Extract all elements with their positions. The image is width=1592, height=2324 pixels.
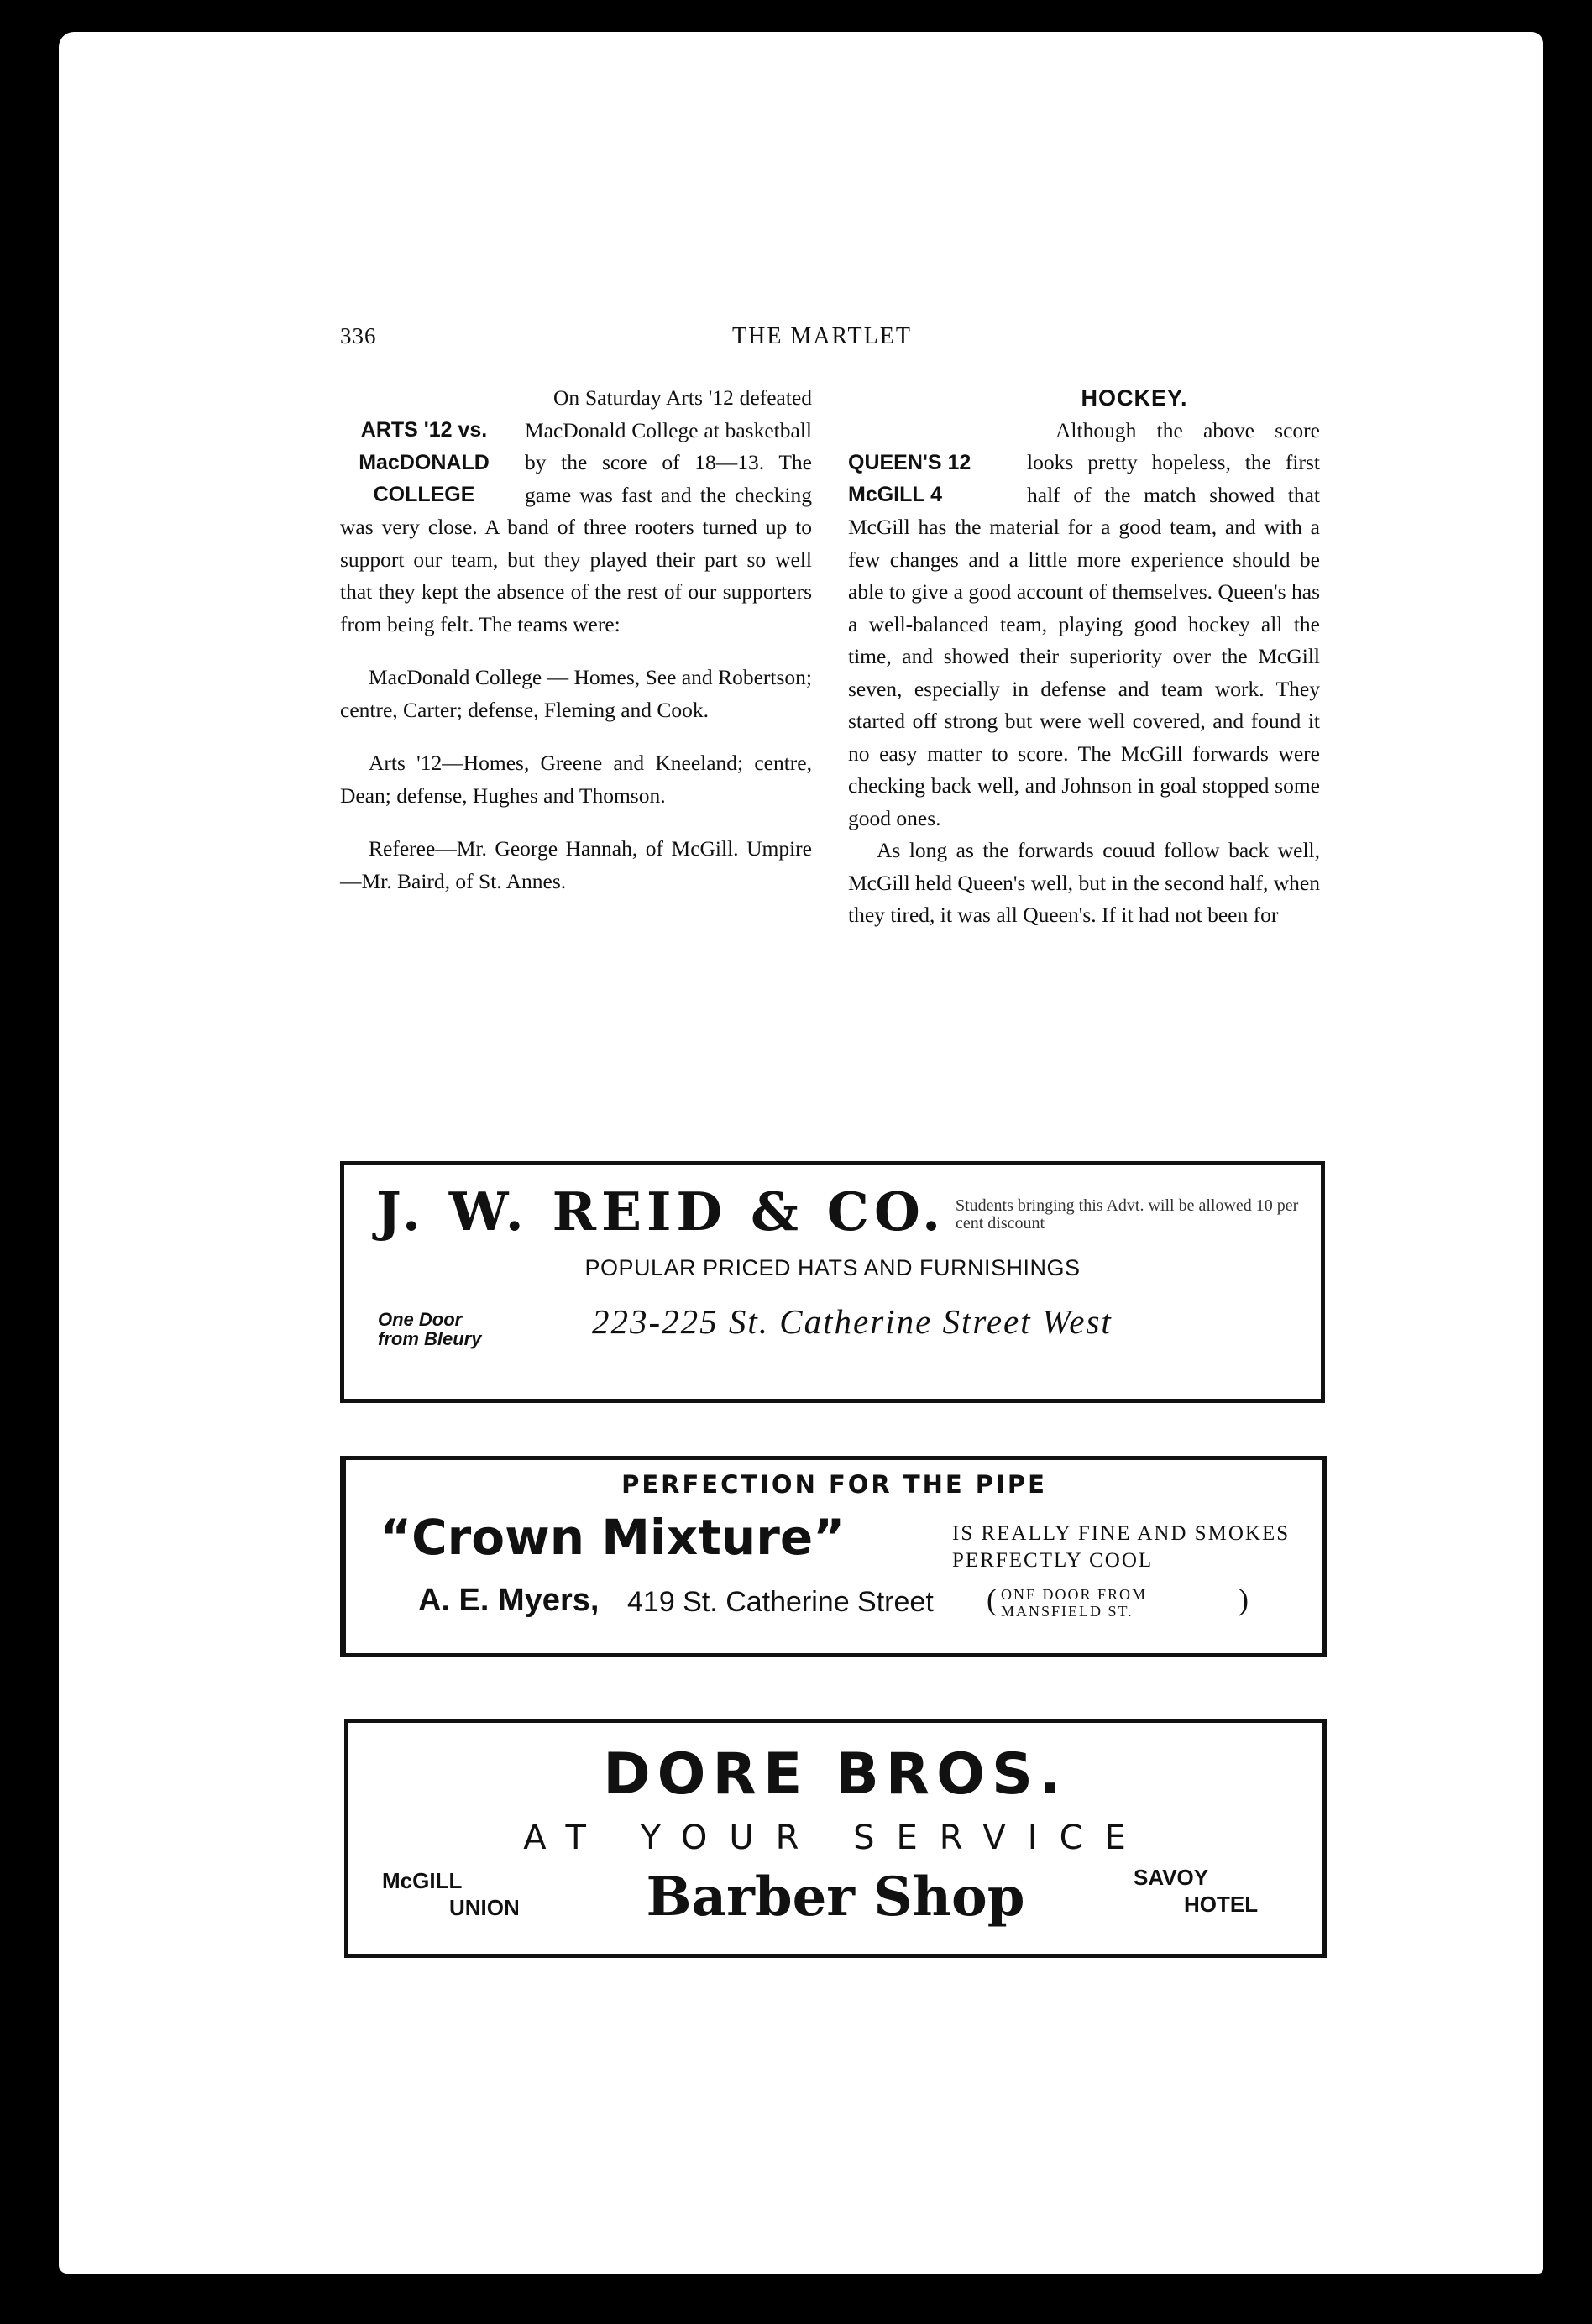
crown-description: IS REALLY FINE AND SMOKES PERFECTLY COOL bbox=[952, 1522, 1291, 1572]
open-paren: ( bbox=[987, 1583, 997, 1616]
article-paragraph: MacDonald College — Homes, See and Robertson; centre, Carter; defense, Fleming and Cook. bbox=[340, 665, 812, 722]
article-paragraph: Referee—Mr. George Hannah, of McGill. Umpire—Mr. Baird, of St. Annes. bbox=[340, 836, 812, 893]
article-paragraph: On Saturday Arts '12 defeated MacDonald College at basketball by the score of 18—13. The game was fast and the checking was very close. A band of three rooters turned up to support our team, but they played their part so well that they kept the absence of the rest of our supporters from being felt. The teams were: bbox=[340, 385, 812, 636]
hockey-title: HOCKEY. bbox=[1081, 385, 1188, 411]
article-paragraph: Arts '12—Homes, Greene and Kneeland; centre, Dean; defense, Hughes and Thomson. bbox=[340, 751, 812, 808]
journal-title: THE MARTLET bbox=[732, 323, 912, 349]
basketball-article bbox=[340, 382, 812, 898]
dore-bros-advertisement bbox=[344, 1719, 1327, 1958]
dore-location-left: McGILL UNION bbox=[382, 1868, 520, 1920]
reid-advertisement bbox=[340, 1161, 1325, 1403]
page-number: 336 bbox=[340, 323, 377, 348]
dore-service: AT YOUR SERVICE bbox=[523, 1819, 1148, 1857]
close-paren: ) bbox=[1239, 1583, 1249, 1616]
running-header bbox=[340, 323, 1318, 357]
dore-location-right: SAVOY HOTEL bbox=[1134, 1865, 1259, 1917]
crown-door-note: ONE DOOR FROM MANSFIELD ST. bbox=[1001, 1586, 1148, 1620]
reid-discount-note: Students bringing this Advt. will be allowed 10 per cent discount bbox=[956, 1196, 1299, 1233]
reid-door-note: One Door from Bleury bbox=[378, 1309, 482, 1349]
reid-address: 223-225 St. Catherine Street West bbox=[592, 1302, 1113, 1341]
crown-street: 419 St. Catherine Street bbox=[627, 1586, 934, 1618]
reid-tagline: POPULAR PRICED HATS AND FURNISHINGS bbox=[584, 1255, 1081, 1280]
reid-name: J. W. REID & CO. bbox=[376, 1180, 946, 1243]
hockey-article bbox=[848, 382, 1320, 932]
dore-name: DORE BROS. bbox=[603, 1741, 1068, 1808]
basketball-side-heading: ARTS '12 vs. MacDONALD COLLEGE bbox=[359, 418, 490, 506]
crown-seller: A. E. Myers, bbox=[418, 1583, 600, 1618]
hockey-side-heading: QUEEN'S 12 McGILL 4 bbox=[848, 450, 971, 506]
article-paragraph: Although the above score looks pretty hopeless, the first half of the match showed that McGill has the material for a good team, and with a few changes and a little more experience should be able to give a good account of themselves. Queen's has a well-balanced team, playing good hockey all the time, and showed their superiority over the McGill seven, especially in defense and team work. They started off strong but were well covered, and found it no easy matter to score. The McGill forwards were checking back well, and Johnson in goal stopped some good ones. bbox=[848, 417, 1320, 830]
crown-product-name: “Crown Mixture” bbox=[380, 1509, 846, 1566]
crown-headline: PERFECTION FOR THE PIPE bbox=[621, 1470, 1047, 1499]
dore-shop: Barber Shop bbox=[646, 1866, 1025, 1929]
crown-mixture-advertisement bbox=[340, 1456, 1327, 1657]
article-paragraph: As long as the forwards couud follow back well, McGill held Queen's well, but in the second half, when they tired, it was all Queen's. If it had not been for bbox=[848, 838, 1320, 927]
